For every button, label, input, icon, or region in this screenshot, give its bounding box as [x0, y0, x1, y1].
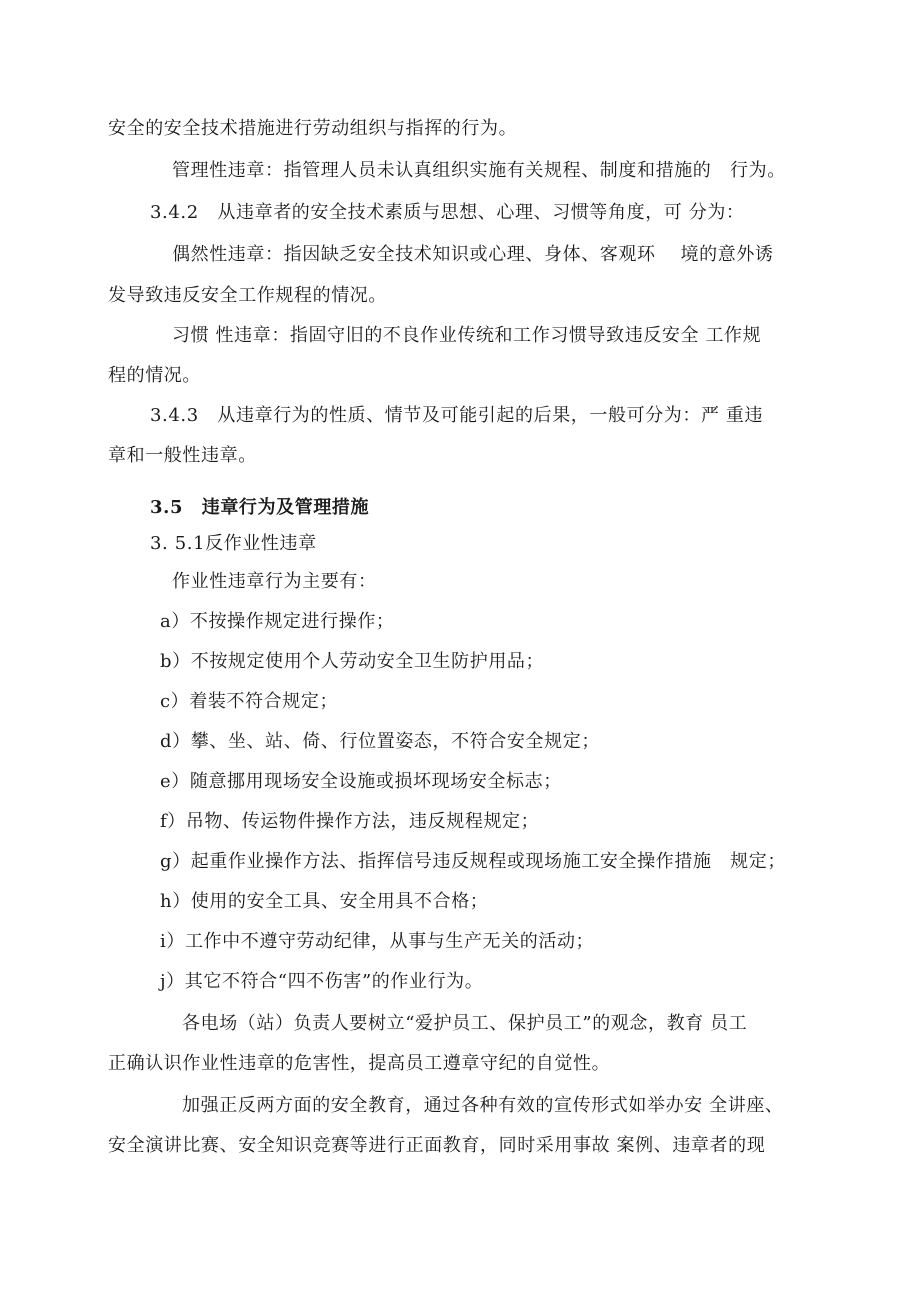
text-line-25: 加强正反两方面的安全教育，通过各种有效的宣传形式如举办安 全讲座、: [182, 1095, 784, 1116]
text-line-3: 3.4.2 从违章者的安全技术素质与思想、心理、习惯等角度，可 分为：: [150, 202, 745, 223]
list-item-j: j）其它不符合“四不伤害”的作业行为。: [160, 971, 484, 992]
text-line-1: 安全的安全技术措施进行劳动组织与指挥的行为。: [108, 118, 518, 139]
text-line-8: 3.4.3 从违章行为的性质、情节及可能引起的后果，一般可分为：严 重违: [150, 405, 764, 426]
list-item-a: a）不按操作规定进行操作；: [160, 611, 395, 632]
list-item-h: h）使用的安全工具、安全用具不合格；: [160, 891, 489, 912]
text-line-4: 偶然性违章：指因缺乏安全技术知识或心理、身体、客观环 境的意外诱: [172, 244, 774, 265]
list-item-c: c）着装不符合规定；: [160, 691, 339, 712]
list-item-b: b）不按规定使用个人劳动安全卫生防护用品；: [160, 651, 545, 672]
text-line-9: 章和一般性违章。: [108, 445, 257, 466]
text-line-26: 安全演讲比赛、安全知识竞赛等进行正面教育，同时采用事故 案例、违章者的现: [108, 1135, 766, 1156]
subsection-heading: 3. 5.1反作业性违章: [150, 533, 317, 554]
text-line-23: 各电场（站）负责人要树立“爱护员工、保护员工”的观念，教育 员工: [182, 1013, 748, 1034]
section-heading: 3.5 违章行为及管理措施: [150, 497, 370, 518]
list-item-d: d）攀、坐、站、倚、行位置姿态，不符合安全规定；: [160, 731, 600, 752]
text-line-24: 正确认识作业性违章的危害性，提高员工遵章守纪的自觉性。: [108, 1053, 611, 1074]
list-item-g: g）起重作业操作方法、指挥信号违反规程或现场施工安全操作措施 规定；: [160, 851, 786, 872]
text-line-2: 管理性违章：指管理人员未认真组织实施有关规程、制度和措施的 行为。: [172, 160, 786, 181]
text-line-6: 习惯 性违章：指固守旧的不良作业传统和工作习惯导致违反安全 工作规: [172, 325, 762, 346]
list-item-i: i）工作中不遵守劳动纪律，从事与生产无关的活动；: [160, 931, 595, 952]
text-line-5: 发导致违反安全工作规程的情况。: [108, 285, 387, 306]
text-line-7: 程的情况。: [108, 365, 201, 386]
list-item-f: f）吊物、传运物件操作方法，违反规程规定；: [160, 811, 540, 832]
text-line-12: 作业性违章行为主要有：: [172, 571, 377, 592]
list-item-e: e）随意挪用现场安全设施或损坏现场安全标志；: [160, 771, 562, 792]
